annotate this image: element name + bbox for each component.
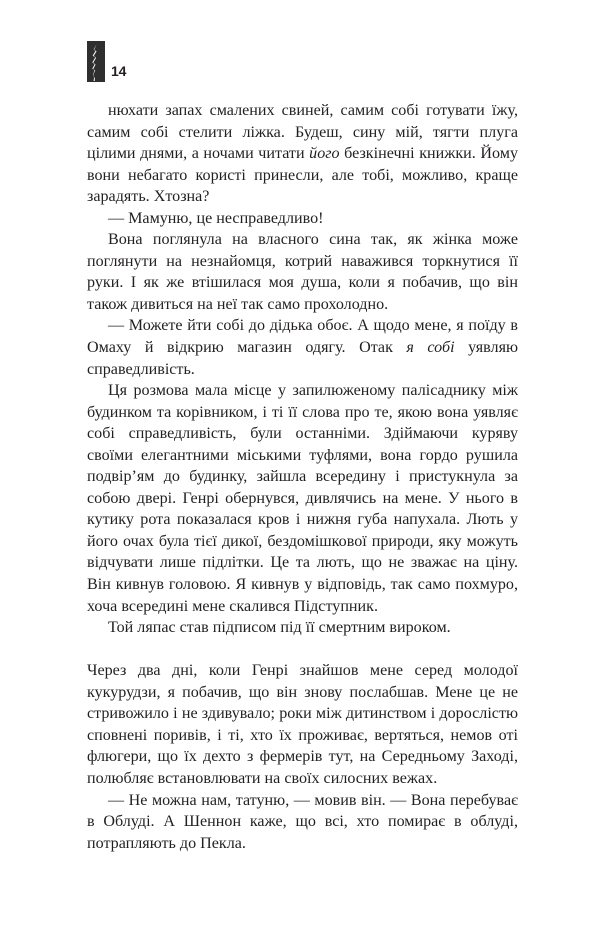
paragraph-dialogue: — Мамуню, це несправедливо!	[108, 209, 324, 227]
body-text	[87, 100, 518, 854]
paragraph: Той ляпас став підписом під її смертним вироком.	[108, 619, 451, 637]
paragraph: Вона поглянула на власного сина так, як жінка може поглянути на незнайомця, котрий наважився торкнутися її руки. І як же втішилася моя душа, коли я побачив, що він також дивиться на неї так само прохолодно.	[87, 231, 518, 313]
paragraph-section-break: Через два дні, коли Генрі знайшов мене серед молодої кукурудзи, я побачив, що він знову послабшав. Мене це не стривожило і не здивувало; роки між дитинством і дорослістю сповнені поривів, і ті, хто їх проживає, вертяться, немов оті флюгери, що їх дехто з фермерів тут, на Середньому Заході, полюбляє встановлювати на своїх силосних вежах.	[87, 662, 518, 787]
running-head	[87, 40, 126, 82]
emphasis-text: його	[309, 145, 340, 163]
paragraph: нюхати запах смалених свиней, самим собі готувати їжу, самим собі стелити ліжка. Будеш, сину мій, тягти плуга цілими днями, а ночами читати його безкінечні книжки. Йому вони небагато користі принесли, але тобі, можливо, краще зарадять. Хтозна?	[87, 102, 518, 206]
paragraph-dialogue: — Не можна нам, татуню, — мовив він. — Вона перебуває в Облуді. А Шеннон каже, що всі, хто помирає в облуді, потрапляють до Пекла.	[87, 791, 518, 852]
paragraph: Ця розмова мала місце у запилюженому палісаднику між будинком та корівником, і ті її слова про те, якою вона уявляє собі справедливість, були останніми. Здіймаючи куряву своїми елегантними міськими туфлями, вона гордо рушила подвір’ям до будинку, зайшла всередину і пристукнула за собою двері. Генрі обернувся, дивлячись на мене. У нього в кутику рота показалася кров і нижня губа напухала. Лють у його очах була тієї дикої, бездомішкової природи, яку можуть відчувати лише підлітки. Це та лють, що не зважає на ціну. Він кивнув головою. Я кивнув у відповідь, так само похмуро, хоча всередині мене скалився Підступник.	[87, 382, 518, 615]
lightning-crack-ornament-icon	[87, 41, 105, 82]
page-number: 14	[111, 63, 127, 79]
paragraph-dialogue: — Можете йти собі до дідька обоє. А щодо мене, я поїду в Омаху й відкрию магазин одягу. Отак я собі уявляю справедливість.	[87, 317, 518, 378]
emphasis-text: я собі	[406, 339, 455, 357]
